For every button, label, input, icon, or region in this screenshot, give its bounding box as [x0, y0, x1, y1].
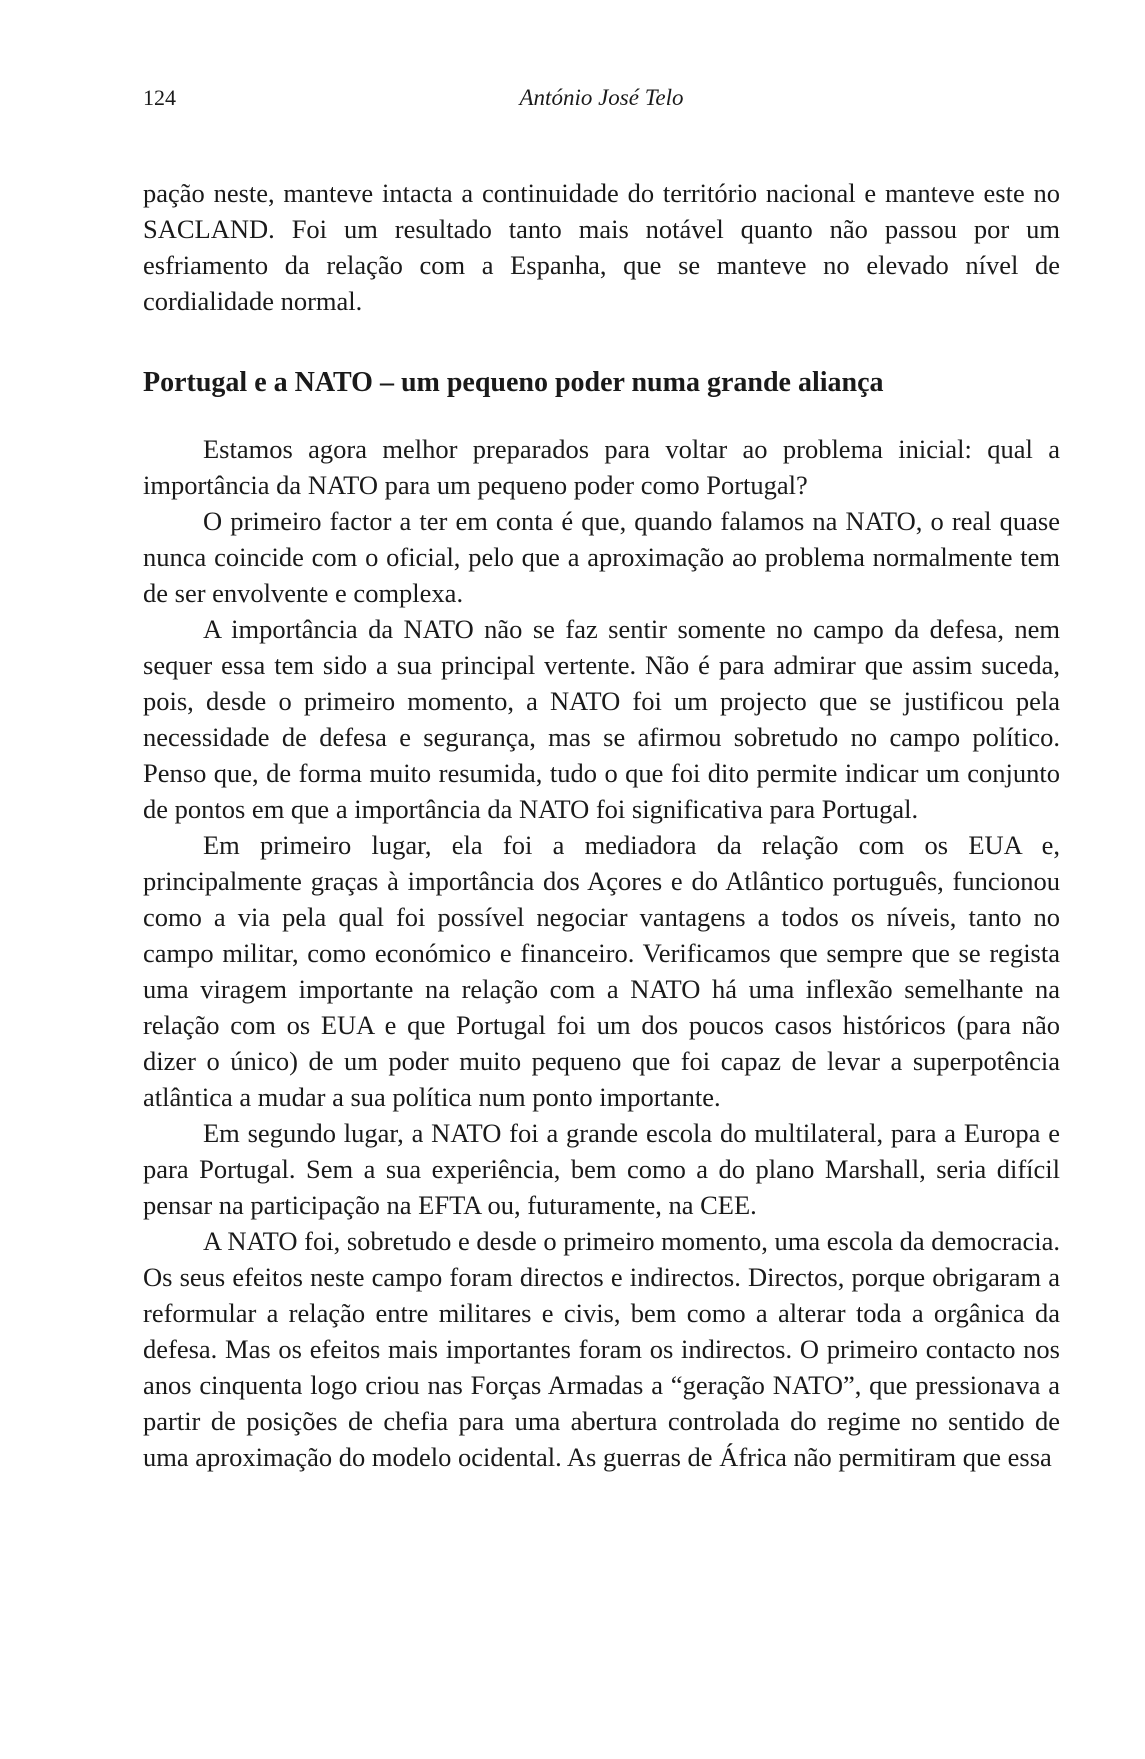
paragraph: Estamos agora melhor preparados para voltar ao problema inicial: qual a importância da NATO para um pequeno poder como Portugal? [143, 434, 1060, 500]
section-heading: Portugal e a NATO – um pequeno poder numa grande aliança [143, 367, 884, 398]
paragraph: Em segundo lugar, a NATO foi a grande escola do multilateral, para a Europa e para Portugal. Sem a sua experiência, bem como a do plano Marshall, seria difícil pensar na participação na EFTA ou, futuramente, na CEE. [143, 1118, 1060, 1220]
paragraph: O primeiro factor a ter em conta é que, quando falamos na NATO, o real quase nunca coincide com o oficial, pelo que a aproximação ao problema normalmente tem de ser envolvente e complexa. [143, 506, 1060, 608]
running-header [143, 82, 1060, 114]
paragraph: Em primeiro lugar, ela foi a mediadora da relação com os EUA e, principalmente graças à importância dos Açores e do Atlântico português, funcionou como a via pela qual foi possível negociar vantagens a todos os níveis, tanto no campo militar, como económico e financeiro. Verificamos que sempre que se regista uma viragem importante na relação com a NATO há uma inflexão semelhante na relação com os EUA e que Portugal foi um dos poucos casos históricos (para não dizer o único) de um poder muito pequeno que foi capaz de levar a superpotência atlântica a mudar a sua política num ponto importante. [143, 830, 1060, 1112]
paragraph: A NATO foi, sobretudo e desde o primeiro momento, uma escola da democracia. Os seus efeitos neste campo foram directos e indirectos. Directos, porque obrigaram a reformular a relação entre militares e civis, bem como a alterar toda a orgânica da defesa. Mas os efeitos mais importantes foram os indirectos. O primeiro contacto nos anos cinquenta logo criou nas Forças Armadas a “geração NATO”, que pressionava a partir de posições de chefia para uma abertura controlada do regime no sentido de uma aproximação do modelo ocidental. As guerras de África não permitiram que essa [143, 1226, 1060, 1472]
intro-paragraph: pação neste, manteve intacta a continuidade do território nacional e manteve este no SACLAND. Foi um resultado tanto mais notável quanto não passou por um esfriamento da relação com a Espanha, que se manteve no elevado nível de cordialidade normal. [143, 178, 1060, 316]
running-header-author: António José Telo [519, 85, 684, 110]
body-text [143, 175, 1060, 1475]
page-number: 124 [143, 85, 176, 110]
paragraph: A importância da NATO não se faz sentir somente no campo da defesa, nem sequer essa tem sido a sua principal vertente. Não é para admirar que assim suceda, pois, desde o primeiro momento, a NATO foi um projecto que se justificou pela necessidade de defesa e segurança, mas se afirmou sobretudo no campo político. Penso que, de forma muito resumida, tudo o que foi dito permite indicar um conjunto de pontos em que a importância da NATO foi significativa para Portugal. [143, 614, 1060, 824]
